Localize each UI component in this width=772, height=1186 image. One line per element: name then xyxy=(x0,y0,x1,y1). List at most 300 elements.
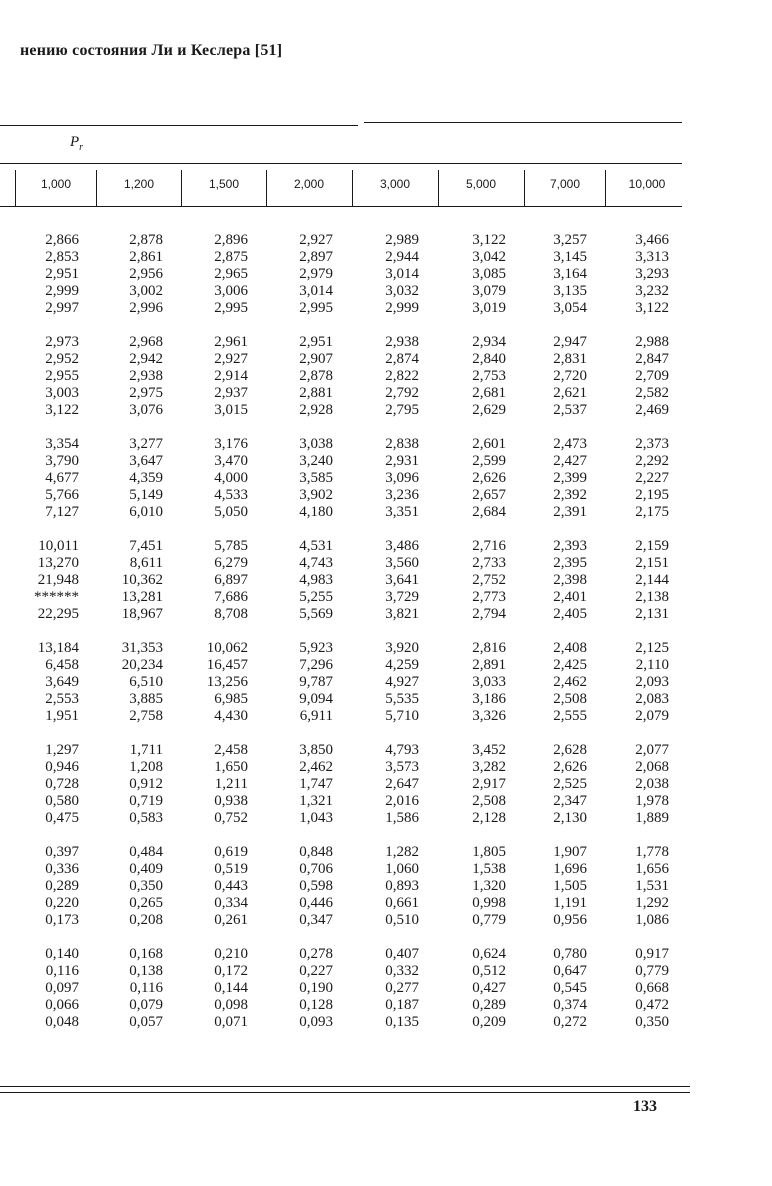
column-header: 3,000 xyxy=(379,177,411,191)
table-cell: 2,875 xyxy=(214,249,248,265)
table-cell: 0,780 xyxy=(553,946,587,962)
table-cell: 0,427 xyxy=(472,980,506,996)
table-cell: 3,076 xyxy=(129,402,163,418)
table-cell: 0,848 xyxy=(299,844,333,860)
table-cell: 1,282 xyxy=(385,844,419,860)
table-cell: 2,944 xyxy=(385,249,419,265)
table-cell: 9,787 xyxy=(299,674,333,690)
table-cell: 2,914 xyxy=(214,368,248,384)
row-group xyxy=(609,334,669,419)
table-cell: 3,641 xyxy=(385,572,419,588)
table-cell: 6,897 xyxy=(214,572,248,588)
row-group xyxy=(273,640,333,725)
table-cell: 0,475 xyxy=(45,810,79,826)
data-column xyxy=(188,232,248,1031)
table-cell: 2,989 xyxy=(385,232,419,248)
row-group xyxy=(188,640,248,725)
table-cell: 1,297 xyxy=(45,742,79,758)
table-cell: 13,281 xyxy=(121,589,163,605)
table-cell: 10,011 xyxy=(38,538,79,554)
table-cell: 2,601 xyxy=(472,436,506,452)
table-cell: 3,257 xyxy=(553,232,587,248)
table-cell: 2,525 xyxy=(553,776,587,792)
table-cell: 2,555 xyxy=(553,708,587,724)
table-cell: 2,401 xyxy=(553,589,587,605)
row-group xyxy=(609,538,669,623)
table-cell: 0,409 xyxy=(129,861,163,877)
table-cell: 2,995 xyxy=(299,300,333,316)
table-cell: 0,210 xyxy=(214,946,248,962)
table-cell: 2,393 xyxy=(553,538,587,554)
table-cell: 6,510 xyxy=(129,674,163,690)
row-group xyxy=(359,844,419,929)
table-cell: 1,538 xyxy=(472,861,506,877)
table-cell: 2,399 xyxy=(553,470,587,486)
table-cell: 0,719 xyxy=(129,793,163,809)
row-group xyxy=(609,844,669,929)
table-cell: 2,896 xyxy=(214,232,248,248)
row-group xyxy=(188,538,248,623)
column-divider xyxy=(181,170,182,206)
table-cell: 4,359 xyxy=(129,470,163,486)
table-cell: 10,062 xyxy=(206,640,248,656)
table-cell: 3,122 xyxy=(635,300,669,316)
table-cell: 6,985 xyxy=(214,691,248,707)
table-cell: 0,277 xyxy=(385,980,419,996)
table-cell: 2,831 xyxy=(553,351,587,367)
table-cell: 6,911 xyxy=(299,708,333,724)
table-cell: 0,443 xyxy=(214,878,248,894)
table-cell: 3,885 xyxy=(129,691,163,707)
table-cell: 2,927 xyxy=(299,232,333,248)
table-cell: 0,512 xyxy=(472,963,506,979)
table-cell: 2,405 xyxy=(553,606,587,622)
table-cell: 2,599 xyxy=(472,453,506,469)
table-cell: 3,585 xyxy=(299,470,333,486)
row-group xyxy=(19,334,79,419)
table-cell: 13,184 xyxy=(37,640,79,656)
table-cell: 0,407 xyxy=(385,946,419,962)
row-group xyxy=(609,232,669,317)
data-column xyxy=(527,232,587,1031)
table-cell: 2,934 xyxy=(472,334,506,350)
table-cell: 7,451 xyxy=(129,538,163,554)
data-column xyxy=(446,232,506,1031)
table-cell: 0,220 xyxy=(45,895,79,911)
row-group xyxy=(527,742,587,827)
table-cell: 3,470 xyxy=(214,453,248,469)
table-cell: 16,457 xyxy=(206,657,248,673)
table-cell: 0,580 xyxy=(45,793,79,809)
table-cell: 2,629 xyxy=(472,402,506,418)
table-cell: 2,840 xyxy=(472,351,506,367)
table-cell: 20,234 xyxy=(121,657,163,673)
row-group xyxy=(609,640,669,725)
table-cell: 3,282 xyxy=(472,759,506,775)
table-cell: 2,130 xyxy=(553,810,587,826)
table-cell: 1,656 xyxy=(635,861,669,877)
table-cell: 1,978 xyxy=(635,793,669,809)
table-cell: 0,374 xyxy=(553,997,587,1013)
table-cell: 21,948 xyxy=(37,572,79,588)
table-cell: 2,144 xyxy=(635,572,669,588)
table-cell: ****** xyxy=(34,589,79,605)
table-cell: 1,060 xyxy=(385,861,419,877)
table-cell: 2,425 xyxy=(553,657,587,673)
table-cell: 2,553 xyxy=(45,691,79,707)
table-cell: 2,822 xyxy=(385,368,419,384)
table-cell: 2,626 xyxy=(553,759,587,775)
table-cell: 3,277 xyxy=(129,436,163,452)
table-cell: 3,647 xyxy=(129,453,163,469)
table-cell: 5,569 xyxy=(299,606,333,622)
table-cell: 2,878 xyxy=(299,368,333,384)
table-cell: 2,951 xyxy=(45,266,79,282)
table-cell: 3,850 xyxy=(299,742,333,758)
table-cell: 2,138 xyxy=(635,589,669,605)
column-header-row xyxy=(0,168,690,206)
table-cell: 2,979 xyxy=(299,266,333,282)
table-cell: 0,893 xyxy=(385,878,419,894)
row-group xyxy=(446,232,506,317)
table-cell: 3,145 xyxy=(553,249,587,265)
row-group xyxy=(527,844,587,929)
table-cell: 0,278 xyxy=(299,946,333,962)
table-cell: 0,619 xyxy=(214,844,248,860)
table-cell: 2,952 xyxy=(45,351,79,367)
table-cell: 0,332 xyxy=(385,963,419,979)
table-cell: 18,967 xyxy=(121,606,163,622)
table-cell: 2,996 xyxy=(129,300,163,316)
column-divider xyxy=(266,170,267,206)
table-cell: 2,398 xyxy=(553,572,587,588)
table-cell: 2,716 xyxy=(472,538,506,554)
table-cell: 0,071 xyxy=(214,1014,248,1030)
table-cell: 2,395 xyxy=(553,555,587,571)
table-cell: 0,048 xyxy=(45,1014,79,1030)
table-cell: 4,743 xyxy=(299,555,333,571)
row-group xyxy=(19,742,79,827)
table-cell: 8,611 xyxy=(129,555,163,571)
column-header: 1,500 xyxy=(208,177,240,191)
table-cell: 3,122 xyxy=(472,232,506,248)
table-cell: 0,938 xyxy=(214,793,248,809)
row-group xyxy=(19,232,79,317)
table-cell: 0,138 xyxy=(129,963,163,979)
table-cell: 2,151 xyxy=(635,555,669,571)
table-cell: 3,003 xyxy=(45,385,79,401)
header-bottom-rule xyxy=(0,206,682,207)
table-cell: 1,211 xyxy=(214,776,248,792)
table-cell: 2,853 xyxy=(45,249,79,265)
table-cell: 5,710 xyxy=(385,708,419,724)
table-cell: 3,573 xyxy=(385,759,419,775)
table-cell: 4,793 xyxy=(385,742,419,758)
table-cell: 6,458 xyxy=(45,657,79,673)
table-cell: 2,038 xyxy=(635,776,669,792)
row-group xyxy=(527,436,587,521)
table-cell: 2,973 xyxy=(45,334,79,350)
data-column xyxy=(19,232,79,1031)
table-cell: 3,920 xyxy=(385,640,419,656)
row-group xyxy=(446,334,506,419)
table-cell: 3,164 xyxy=(553,266,587,282)
table-cell: 2,469 xyxy=(635,402,669,418)
table-cell: 2,881 xyxy=(299,385,333,401)
table-cell: 0,706 xyxy=(299,861,333,877)
table-cell: 2,988 xyxy=(635,334,669,350)
table-cell: 2,347 xyxy=(553,793,587,809)
table-cell: 3,122 xyxy=(45,402,79,418)
data-column xyxy=(273,232,333,1031)
table-cell: 2,753 xyxy=(472,368,506,384)
table-cell: 4,180 xyxy=(299,504,333,520)
table-cell: 2,681 xyxy=(472,385,506,401)
row-group xyxy=(273,232,333,317)
table-cell: 0,946 xyxy=(45,759,79,775)
table-cell: 2,956 xyxy=(129,266,163,282)
row-group xyxy=(103,640,163,725)
table-cell: 3,236 xyxy=(385,487,419,503)
table-cell: 1,951 xyxy=(45,708,79,724)
column-divider xyxy=(352,170,353,206)
table-cell: 0,116 xyxy=(45,963,79,979)
row-group xyxy=(359,334,419,419)
table-cell: 2,508 xyxy=(553,691,587,707)
table-cell: 2,975 xyxy=(129,385,163,401)
table-cell: 0,057 xyxy=(129,1014,163,1030)
table-cell: 4,430 xyxy=(214,708,248,724)
table-cell: 5,255 xyxy=(299,589,333,605)
pressure-param-symbol: P xyxy=(70,134,80,150)
table-cell: 3,038 xyxy=(299,436,333,452)
table-cell: 2,938 xyxy=(385,334,419,350)
table-cell: 2,473 xyxy=(553,436,587,452)
table-cell: 2,999 xyxy=(45,283,79,299)
table-cell: 1,805 xyxy=(472,844,506,860)
row-group xyxy=(609,742,669,827)
row-group xyxy=(103,232,163,317)
row-group xyxy=(527,640,587,725)
table-cell: 1,907 xyxy=(553,844,587,860)
table-cell: 3,293 xyxy=(635,266,669,282)
table-cell: 2,816 xyxy=(472,640,506,656)
table-cell: 2,955 xyxy=(45,368,79,384)
row-group xyxy=(527,334,587,419)
table-cell: 3,232 xyxy=(635,283,669,299)
table-cell: 2,110 xyxy=(635,657,669,673)
table-cell: 1,586 xyxy=(385,810,419,826)
column-header: 1,000 xyxy=(40,177,72,191)
table-cell: 2,999 xyxy=(385,300,419,316)
table-cell: 6,279 xyxy=(214,555,248,571)
table-cell: 2,997 xyxy=(45,300,79,316)
table-cell: 2,752 xyxy=(472,572,506,588)
table-cell: 0,208 xyxy=(129,912,163,928)
table-cell: 2,093 xyxy=(635,674,669,690)
table-cell: 0,917 xyxy=(635,946,669,962)
table-cell: 4,531 xyxy=(299,538,333,554)
row-group xyxy=(19,844,79,929)
table-cell: 3,054 xyxy=(553,300,587,316)
table-cell: 1,505 xyxy=(553,878,587,894)
table-cell: 3,033 xyxy=(472,674,506,690)
row-group xyxy=(103,334,163,419)
table-cell: 2,928 xyxy=(299,402,333,418)
table-cell: 3,351 xyxy=(385,504,419,520)
table-cell: 0,098 xyxy=(214,997,248,1013)
table-cell: 2,931 xyxy=(385,453,419,469)
bottom-rule-second xyxy=(0,1092,690,1093)
pressure-param-label xyxy=(70,134,83,153)
row-group xyxy=(273,334,333,419)
table-cell: 0,779 xyxy=(472,912,506,928)
table-cell: 0,272 xyxy=(553,1014,587,1030)
column-header: 7,000 xyxy=(549,177,581,191)
table-cell: 2,083 xyxy=(635,691,669,707)
row-group xyxy=(446,538,506,623)
table-cell: 2,937 xyxy=(214,385,248,401)
table-cell: 0,998 xyxy=(472,895,506,911)
table-cell: 3,326 xyxy=(472,708,506,724)
table-cell: 0,647 xyxy=(553,963,587,979)
table-cell: 1,889 xyxy=(635,810,669,826)
table-cell: 2,947 xyxy=(553,334,587,350)
table-cell: 2,733 xyxy=(472,555,506,571)
data-column xyxy=(359,232,419,1031)
table-cell: 7,296 xyxy=(299,657,333,673)
table-cell: 13,270 xyxy=(37,555,79,571)
table-cell: 3,176 xyxy=(214,436,248,452)
table-cell: 0,350 xyxy=(635,1014,669,1030)
table-cell: 2,621 xyxy=(553,385,587,401)
table-cell: 8,708 xyxy=(214,606,248,622)
table-cell: 0,350 xyxy=(129,878,163,894)
table-cell: 3,313 xyxy=(635,249,669,265)
table-cell: 2,657 xyxy=(472,487,506,503)
table-cell: 5,149 xyxy=(129,487,163,503)
table-cell: 2,077 xyxy=(635,742,669,758)
table-cell: 1,191 xyxy=(553,895,587,911)
row-group xyxy=(103,844,163,929)
table-cell: 1,711 xyxy=(129,742,163,758)
table-cell: 0,116 xyxy=(129,980,163,996)
table-cell: 0,752 xyxy=(214,810,248,826)
table-cell: 0,583 xyxy=(129,810,163,826)
table-cell: 2,408 xyxy=(553,640,587,656)
row-group xyxy=(103,538,163,623)
row-group xyxy=(19,946,79,1031)
table-cell: 2,391 xyxy=(553,504,587,520)
table-cell: 3,729 xyxy=(385,589,419,605)
table-cell: 1,086 xyxy=(635,912,669,928)
table-cell: 3,135 xyxy=(553,283,587,299)
row-group xyxy=(19,538,79,623)
table-cell: 1,747 xyxy=(299,776,333,792)
table-cell: 2,720 xyxy=(553,368,587,384)
table-cell: 3,240 xyxy=(299,453,333,469)
table-cell: 3,649 xyxy=(45,674,79,690)
header-top-rule xyxy=(0,163,682,164)
table-cell: 9,094 xyxy=(299,691,333,707)
table-cell: 2,709 xyxy=(635,368,669,384)
table-cell: 0,227 xyxy=(299,963,333,979)
data-column xyxy=(609,232,669,1031)
table-cell: 0,397 xyxy=(45,844,79,860)
table-cell: 0,209 xyxy=(472,1014,506,1030)
table-cell: 2,878 xyxy=(129,232,163,248)
table-cell: 2,866 xyxy=(45,232,79,248)
table-cell: 2,874 xyxy=(385,351,419,367)
row-group xyxy=(359,232,419,317)
table-cell: 3,014 xyxy=(385,266,419,282)
row-group xyxy=(188,844,248,929)
table-cell: 4,677 xyxy=(45,470,79,486)
table-cell: 2,292 xyxy=(635,453,669,469)
table-cell: 6,010 xyxy=(129,504,163,520)
row-group xyxy=(19,640,79,725)
table-cell: 3,821 xyxy=(385,606,419,622)
row-group xyxy=(103,436,163,521)
table-cell: 0,956 xyxy=(553,912,587,928)
table-cell: 2,647 xyxy=(385,776,419,792)
table-cell: 2,462 xyxy=(553,674,587,690)
table-cell: 2,965 xyxy=(214,266,248,282)
table-cell: 4,983 xyxy=(299,572,333,588)
table-cell: 4,000 xyxy=(214,470,248,486)
table-cell: 3,186 xyxy=(472,691,506,707)
table-cell: 0,265 xyxy=(129,895,163,911)
top-rule-right xyxy=(364,122,682,123)
table-cell: 2,462 xyxy=(299,759,333,775)
table-cell: 3,079 xyxy=(472,283,506,299)
table-cell: 3,902 xyxy=(299,487,333,503)
table-cell: 2,792 xyxy=(385,385,419,401)
table-cell: 0,135 xyxy=(385,1014,419,1030)
column-header: 1,200 xyxy=(123,177,155,191)
table-cell: 3,032 xyxy=(385,283,419,299)
table-cell: 0,661 xyxy=(385,895,419,911)
row-group xyxy=(359,640,419,725)
table-cell: 0,728 xyxy=(45,776,79,792)
row-group xyxy=(103,742,163,827)
table-cell: 0,484 xyxy=(129,844,163,860)
table-cell: 2,458 xyxy=(214,742,248,758)
row-group xyxy=(188,946,248,1031)
table-cell: 3,452 xyxy=(472,742,506,758)
row-group xyxy=(446,742,506,827)
table-cell: 2,227 xyxy=(635,470,669,486)
table-cell: 3,019 xyxy=(472,300,506,316)
table-cell: 2,508 xyxy=(472,793,506,809)
table-cell: 2,373 xyxy=(635,436,669,452)
table-cell: 0,624 xyxy=(472,946,506,962)
table-cell: 2,758 xyxy=(129,708,163,724)
table-cell: 2,847 xyxy=(635,351,669,367)
table-cell: 0,172 xyxy=(214,963,248,979)
row-group xyxy=(103,946,163,1031)
table-cell: 0,545 xyxy=(553,980,587,996)
table-cell: 2,938 xyxy=(129,368,163,384)
table-cell: 0,347 xyxy=(299,912,333,928)
column-divider xyxy=(96,170,97,206)
table-cell: 1,321 xyxy=(299,793,333,809)
column-header: 10,000 xyxy=(628,177,666,191)
table-cell: 0,510 xyxy=(385,912,419,928)
table-cell: 13,256 xyxy=(206,674,248,690)
table-cell: 0,097 xyxy=(45,980,79,996)
table-cell: 3,096 xyxy=(385,470,419,486)
